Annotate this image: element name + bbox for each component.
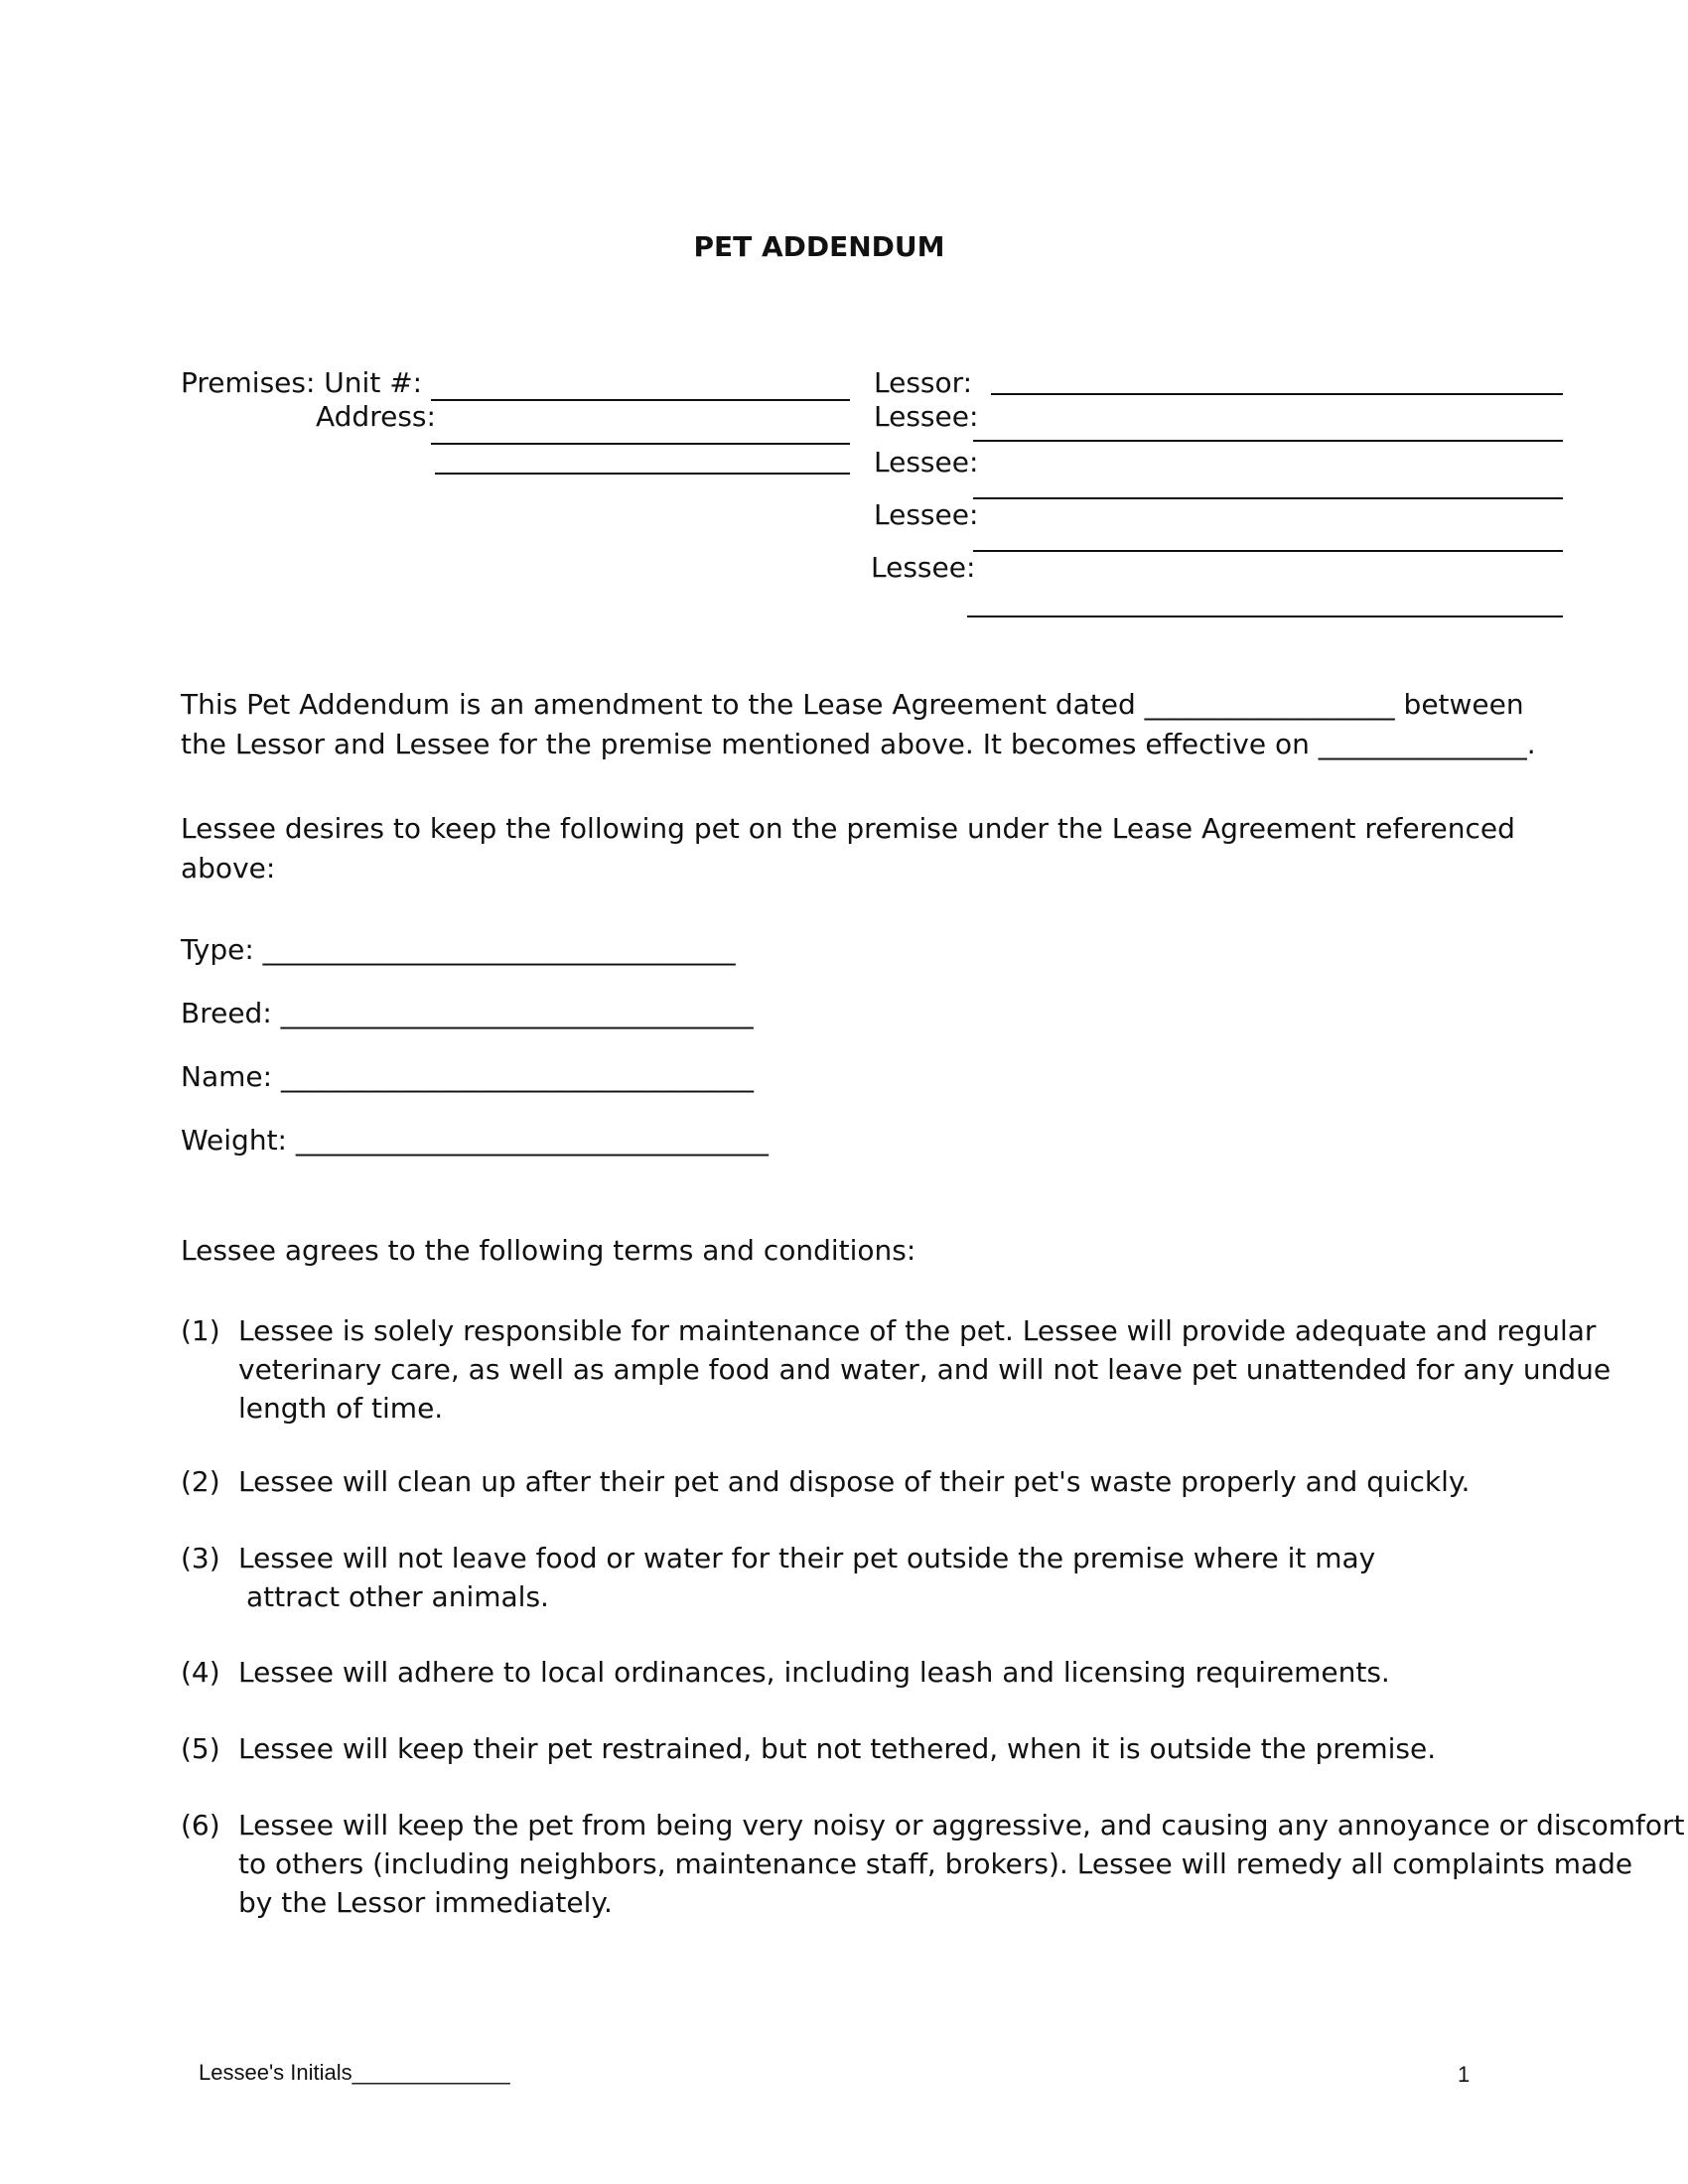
lessor-label: Lessor: [874, 366, 973, 399]
term-line: Lessee will not leave food or water for their pet outside the premise where it may [238, 1542, 1376, 1574]
premises-unit-label: Premises: Unit #: [181, 366, 423, 399]
lessee-label-3: Lessee: [874, 498, 979, 531]
lessee-label-4: Lessee: [871, 551, 976, 584]
pet-type-field[interactable]: Type: __________________________________ [181, 933, 736, 966]
page-number: 1 [1458, 2062, 1471, 2087]
lessee-line-2[interactable] [973, 497, 1563, 499]
term-line: Lessee will adhere to local ordinances, including leash and licensing requirements. [238, 1656, 1390, 1689]
term-number: (3) [181, 1542, 220, 1574]
lessee-initials-field[interactable]: Lessee's Initials_____________ [199, 2060, 510, 2085]
term-line: Lessee will keep the pet from being very noisy or aggressive, and causing any annoyance or discomfort [238, 1809, 1685, 1842]
unit-number-line[interactable] [431, 399, 850, 401]
lessee-line-4[interactable] [967, 615, 1563, 617]
lessee-label-2: Lessee: [874, 446, 979, 478]
intro-paragraph [181, 685, 1536, 764]
address-label: Address: [316, 400, 436, 433]
pet-weight-field[interactable]: Weight: __________________________________ [181, 1124, 769, 1157]
term-number: (4) [181, 1656, 220, 1689]
term-1-text [238, 1311, 1611, 1428]
terms-heading: Lessee agrees to the following terms and conditions: [181, 1234, 916, 1267]
term-number: (2) [181, 1465, 220, 1498]
lessor-line[interactable] [991, 393, 1563, 395]
intro-line-2: the Lessor and Lessee for the premise mentioned above. It becomes effective on _______________. [181, 728, 1536, 760]
lessee-line-3[interactable] [973, 550, 1563, 552]
term-2-text [238, 1462, 1470, 1501]
desire-line-1: Lessee desires to keep the following pet on the premise under the Lease Agreement referenced [181, 812, 1515, 845]
term-line: to others (including neighbors, maintenance staff, brokers). Lessee will remedy all complaints made [238, 1847, 1633, 1880]
term-5-text [238, 1729, 1436, 1768]
term-line: length of time. [238, 1392, 444, 1425]
pet-name-field[interactable]: Name: __________________________________ [181, 1060, 754, 1093]
term-number: (5) [181, 1732, 220, 1765]
term-line: Lessee will clean up after their pet and dispose of their pet's waste properly and quickly. [238, 1465, 1471, 1498]
term-line: Lessee will keep their pet restrained, but not tethered, when it is outside the premise. [238, 1732, 1437, 1765]
pet-breed-field[interactable]: Breed: __________________________________ [181, 997, 754, 1029]
term-line: veterinary care, as well as ample food and water, and will not leave pet unattended for any undue [238, 1353, 1612, 1386]
term-number: (1) [181, 1314, 220, 1347]
page-title: PET ADDENDUM [693, 230, 945, 263]
term-line: Lessee is solely responsible for maintenance of the pet. Lessee will provide adequate and regular [238, 1314, 1597, 1347]
term-line: attract other animals. [246, 1580, 549, 1613]
desire-line-2: above: [181, 852, 276, 885]
intro-line-1: This Pet Addendum is an amendment to the Lease Agreement dated __________________ between [181, 688, 1524, 721]
term-number: (6) [181, 1809, 220, 1842]
term-4-text [238, 1653, 1390, 1692]
address-line-1[interactable] [431, 443, 850, 445]
term-3-text [238, 1539, 1375, 1616]
term-6-text [238, 1806, 1685, 1922]
term-line: by the Lessor immediately. [238, 1886, 613, 1919]
address-line-2[interactable] [435, 473, 850, 475]
lessee-label-1: Lessee: [874, 400, 979, 433]
lessee-line-1[interactable] [973, 440, 1563, 442]
desire-paragraph [181, 809, 1515, 888]
